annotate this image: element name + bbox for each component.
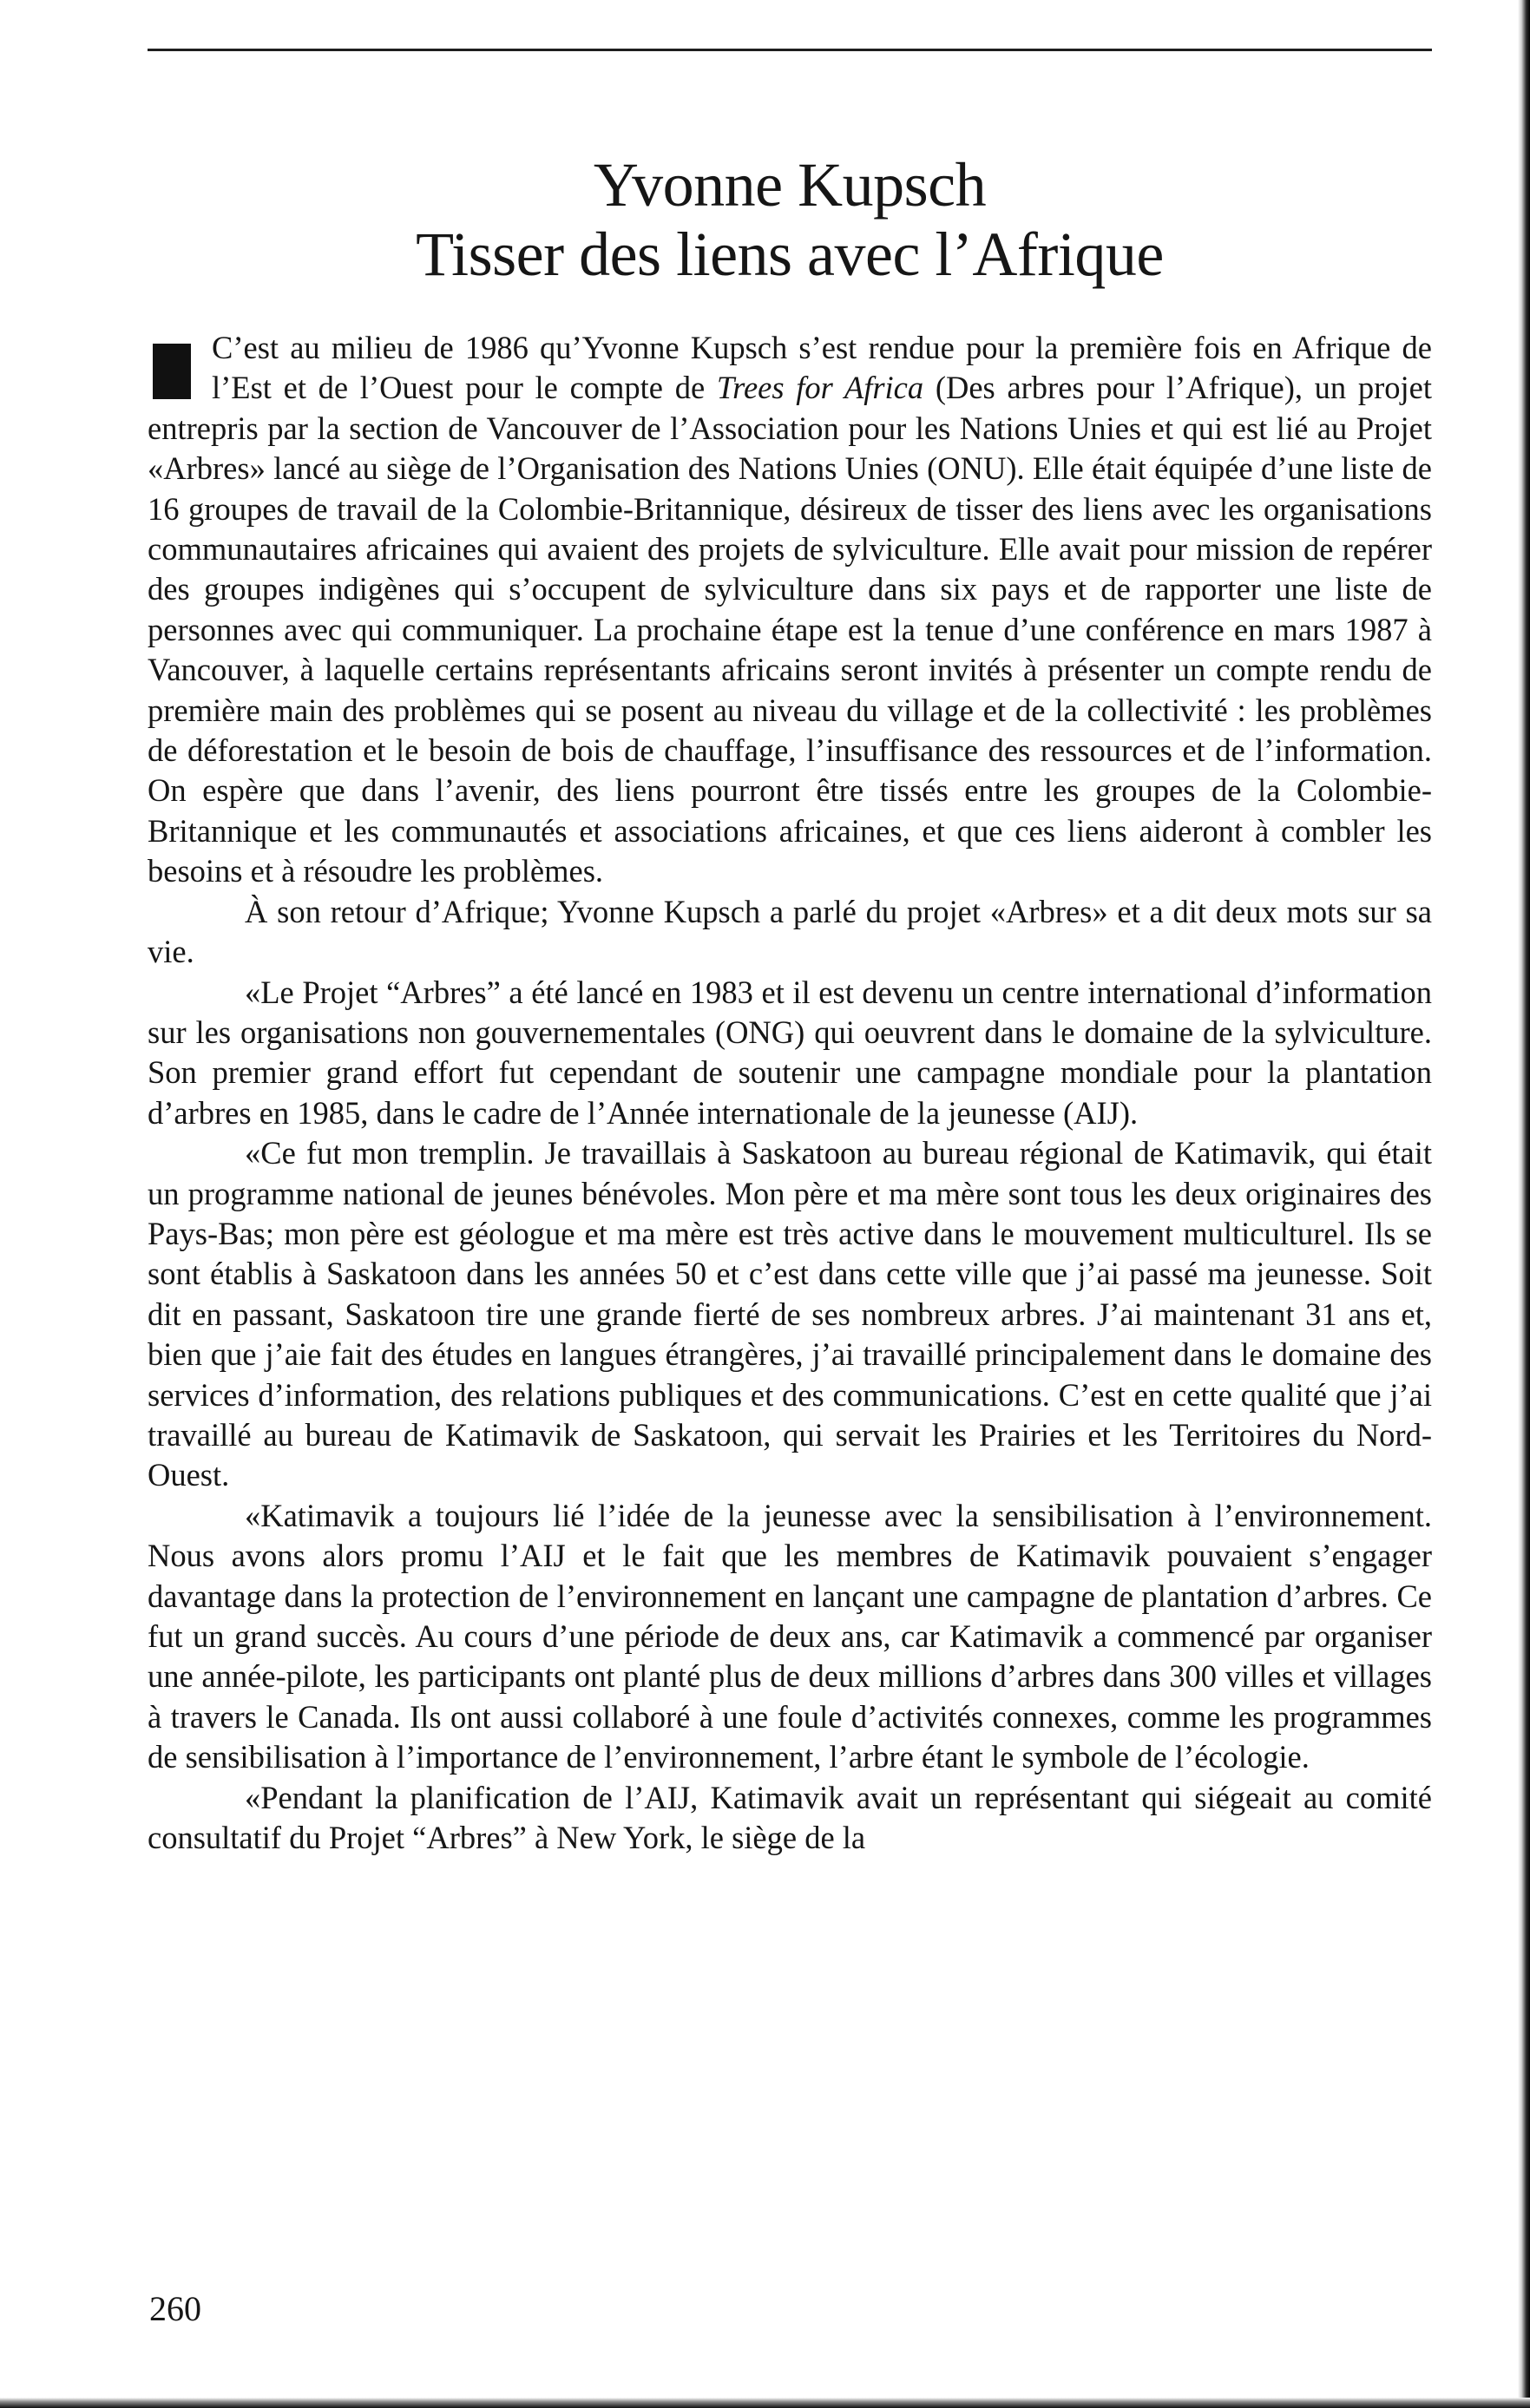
paragraph-marker-square — [153, 344, 191, 399]
publication-name-italic: Trees for Africa — [716, 370, 924, 406]
paragraph-2: À son retour d’Afrique; Yvonne Kupsch a parlé du projet «Arbres» et a dit deux mots sur sa vie. — [148, 893, 1432, 970]
paragraph-3: «Le Projet “Arbres” a été lancé en 1983 et il est devenu un centre international d’information sur les organisations non gouvernementales (ONG) qui oeuvrent dans le domaine de la sylviculture. Son premier grand effort fut cependant de soutenir une campagne mondiale pour la plantation d’arbres en 1985, dans le cadre de l’Année internationale de la jeunesse (AIJ). — [148, 974, 1432, 1131]
article-title-name: Yvonne Kupsch — [593, 150, 987, 220]
scan-shadow-right — [1518, 0, 1530, 2408]
paragraph-1-text-b: (Des arbres pour l’Afrique), un projet entrepris par la section de Vancouver de l’Association pour les Nations Unies et qui est lié au Projet «Arbres» lancé au siège de l’Organisation des Nations Unies (ONU). Elle était équipée d’une liste de 16 groupes de travail de la Colombie-Britannique, désireux de tisser des liens avec les organisations communautaires africaines qui avaient des projets de sylviculture. Elle avait pour mission de repérer des groupes indigènes qui s’occupent de sylviculture dans six pays et de rapporter une liste de personnes avec qui communiquer. La prochaine étape est la tenue d’une conférence en mars 1987 à Vancouver, à laquelle certains représentants africains seront invités à présenter un compte rendu de première main des problèmes qui se posent au niveau du village et de la collectivité : les problèmes de déforestation et le besoin de bois de chauffage, l’insuffisance des ressources et de l’information. On espère que dans l’avenir, des liens pourront être tissés entre les groupes de la Colombie-Britannique et les communautés et associations africaines, et que ces liens aideront à combler les besoins et à résoudre les problèmes. — [148, 370, 1432, 889]
article-body — [148, 328, 1432, 1858]
paragraph-1 — [148, 328, 1432, 892]
paragraph-4: «Ce fut mon tremplin. Je travaillais à Saskatoon au bureau régional de Katimavik, qui était un programme national de jeunes bénévoles. Mon père et ma mère sont tous les deux originaires des Pays-Bas; mon père est géologue et ma mère est très active dans le mouvement multiculturel. Ils se sont établis à Saskatoon dans les années 50 et c’est dans cette ville que j’ai passé ma jeunesse. Soit dit en passant, Saskatoon tire une grande fierté de ses nombreux arbres. J’ai maintenant 31 ans et, bien que j’aie fait des études en langues étrangères, j’ai travaillé principalement dans le domaine des services d’information, des relations publiques et des communications. C’est en cette qualité que j’ai travaillé au bureau de Katimavik de Saskatoon, qui servait les Prairies et les Territoires du Nord-Ouest. — [148, 1135, 1432, 1493]
page-number: 260 — [149, 2289, 201, 2328]
top-rule — [148, 49, 1432, 51]
article-title-subtitle: Tisser des liens avec l’Afrique — [416, 220, 1164, 289]
scan-shadow-bottom — [0, 2398, 1530, 2408]
paragraph-1-text-a: C’est au milieu de 1986 qu’Yvonne Kupsch s’est rendue pour la première fois en Afrique de l’Est et de l’Ouest pour le compte de — [212, 330, 1432, 406]
paragraph-6: «Pendant la planification de l’AIJ, Katimavik avait un représentant qui siégeait au comité consultatif du Projet “Arbres” à New York, le siège de la — [148, 1779, 1432, 1856]
paragraph-5: «Katimavik a toujours lié l’idée de la jeunesse avec la sensibilisation à l’environnement. Nous avons alors promu l’AIJ et le fait que les membres de Katimavik pouvaient s’engager davantage dans la protection de l’environnement en lançant une campagne de plantation d’arbres. Ce fut un grand succès. Au cours d’une période de deux ans, car Katimavik a commencé par organiser une année-pilote, les participants ont planté plus de deux millions d’arbres dans 300 villes et villages à travers le Canada. Ils ont aussi collaboré à une foule d’activités connexes, comme les programmes de sensibilisation à l’importance de l’environnement, l’arbre étant le symbole de l’écologie. — [148, 1497, 1432, 1775]
